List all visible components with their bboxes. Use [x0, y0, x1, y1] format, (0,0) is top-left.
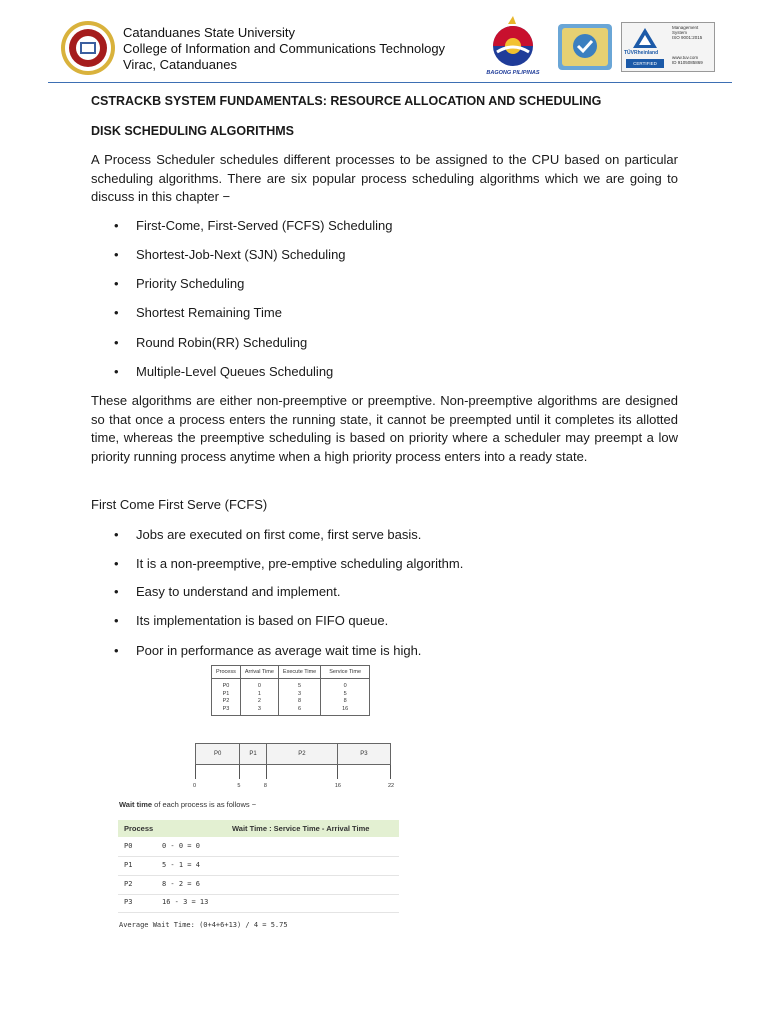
gantt-tick-line — [195, 765, 196, 779]
intro-paragraph: A Process Scheduler schedules different processes to be assigned to the CPU based on particular scheduling algorithms. There are six popular process scheduling algorithms which we are going to discuss in this chapter − — [91, 152, 678, 205]
table-row: P0 0 5 0 — [212, 679, 370, 691]
list-item: • Multiple-Level Queues Scheduling — [114, 364, 334, 379]
wait-table-header — [118, 820, 399, 837]
table-row: P3 3 6 16 — [212, 706, 370, 716]
list-item: • Shortest-Job-Next (SJN) Scheduling — [114, 247, 346, 262]
gantt-segment-p1: P1 — [239, 743, 267, 765]
gantt-tick-line — [390, 765, 391, 779]
list-item: • Its implementation is based on FIFO queue. — [114, 613, 389, 628]
university-seal-logo — [60, 20, 116, 76]
gantt-segment-p3: P3 — [337, 743, 391, 765]
table-row: P2 2 8 8 — [212, 698, 370, 706]
gantt-segment-p0: P0 — [195, 743, 240, 765]
table-header: Service Time — [321, 666, 370, 679]
preemptive-paragraph: These algorithms are either non-preemptive or preemptive. Non-preemptive algorithms are designed so that once a process enters the running state, it cannot be preempted until it completes its allotted time, whereas the preemptive scheduling is based on priority where a scheduler may preempt a low priority running process anytime when a high priority process enters into a ready state. — [91, 393, 678, 464]
gantt-tick-label: 5 — [237, 783, 241, 789]
gantt-tick-line — [239, 765, 240, 779]
iso-certification-badge — [556, 22, 614, 72]
bagong-pilipinas-label: BAGONG PILIPINAS — [486, 70, 540, 76]
university-name: Catanduanes State University — [123, 25, 295, 40]
header-divider — [48, 82, 732, 83]
gantt-tick-label: 8 — [263, 783, 267, 789]
list-item: • Round Robin(RR) Scheduling — [114, 335, 308, 350]
tuv-line: ISO 9001:2015 — [672, 35, 703, 41]
tuv-line: ID 9105085869 — [672, 59, 703, 65]
tuv-certification-badge — [621, 22, 715, 72]
campus-location: Virac, Catanduanes — [123, 57, 237, 72]
table-row: P3 16 - 3 = 13 — [118, 894, 399, 913]
wait-time-intro: Wait time of each process is as follows − — [119, 800, 257, 809]
table-row: P1 1 3 5 — [212, 691, 370, 699]
section-title: DISK SCHEDULING ALGORITHMS — [91, 124, 295, 138]
bagong-pilipinas-emblem-icon — [482, 14, 544, 70]
gantt-tick-label: 0 — [193, 783, 197, 789]
list-item: • Priority Scheduling — [114, 276, 245, 291]
gantt-tick-label: 16 — [334, 783, 341, 789]
list-item: • Shortest Remaining Time — [114, 305, 282, 320]
tuv-line: www.tuv.com — [672, 54, 699, 60]
tuv-line: Management — [672, 25, 699, 30]
gantt-tick-label: 22 — [388, 783, 395, 789]
college-name: College of Information and Communications Technology — [123, 41, 446, 56]
tuv-brand: TÜVRheinland — [624, 50, 659, 56]
fcfs-heading: First Come First Serve (FCFS) — [91, 497, 268, 512]
list-item: • Jobs are executed on first come, first serve basis. — [114, 527, 422, 542]
tuv-triangle-icon — [632, 27, 658, 49]
document-title: CSTRACKB SYSTEM FUNDAMENTALS: RESOURCE ALLOCATION AND SCHEDULING — [91, 94, 602, 108]
table-header: Process — [212, 666, 241, 679]
table-header: Execute Time — [278, 666, 320, 679]
average-wait-time: Average Wait Time: (0+4+6+13) / 4 = 5.75 — [119, 921, 288, 929]
table-row: P1 5 - 1 = 4 — [118, 857, 399, 876]
wait-col-process: Process — [124, 824, 154, 833]
bagong-pilipinas-logo — [482, 14, 544, 80]
table-row: P2 8 - 2 = 6 — [118, 876, 399, 895]
list-item: • Easy to understand and implement. — [114, 584, 341, 599]
gantt-tick-line — [266, 765, 267, 779]
wait-col-formula: Wait Time : Service Time - Arrival Time — [232, 824, 370, 833]
gantt-segment-p2: P2 — [266, 743, 338, 765]
table-header: Arrival Time — [240, 666, 278, 679]
process-table — [211, 665, 370, 716]
list-item: • Poor in performance as average wait time is high. — [114, 643, 422, 658]
list-item: • First-Come, First-Served (FCFS) Scheduling — [114, 218, 393, 233]
tuv-certified-label: CERTIFIED — [626, 59, 664, 68]
table-row: P0 0 - 0 = 0 — [118, 838, 399, 857]
tuv-line: System — [672, 30, 688, 36]
list-item: • It is a non-preemptive, pre-emptive scheduling algorithm. — [114, 556, 464, 571]
gantt-tick-line — [337, 765, 338, 779]
